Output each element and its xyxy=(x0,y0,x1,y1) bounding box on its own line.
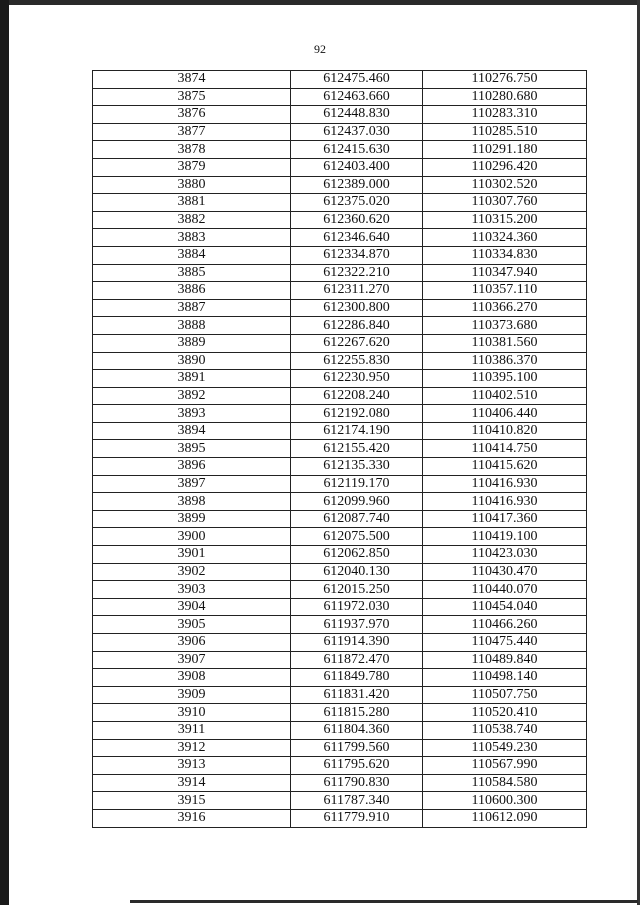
point-number-cell: 3912 xyxy=(93,739,291,757)
table-row xyxy=(93,598,587,616)
point-number-cell: 3895 xyxy=(93,440,291,458)
point-number-cell: 3883 xyxy=(93,229,291,247)
coordinates-table-body xyxy=(93,71,587,828)
x-coordinate-cell: 612267.620 xyxy=(291,334,423,352)
table-row xyxy=(93,634,587,652)
x-coordinate-cell: 611849.780 xyxy=(291,669,423,687)
y-coordinate-cell: 110454.040 xyxy=(423,598,587,616)
coordinates-table xyxy=(92,70,587,828)
table-row xyxy=(93,71,587,89)
x-coordinate-cell: 612360.620 xyxy=(291,211,423,229)
y-coordinate-cell: 110430.470 xyxy=(423,563,587,581)
y-coordinate-cell: 110291.180 xyxy=(423,141,587,159)
table-row xyxy=(93,299,587,317)
table-row xyxy=(93,510,587,528)
table-row xyxy=(93,282,587,300)
y-coordinate-cell: 110600.300 xyxy=(423,792,587,810)
table-row xyxy=(93,721,587,739)
y-coordinate-cell: 110414.750 xyxy=(423,440,587,458)
point-number-cell: 3910 xyxy=(93,704,291,722)
x-coordinate-cell: 612300.800 xyxy=(291,299,423,317)
x-coordinate-cell: 612099.960 xyxy=(291,493,423,511)
point-number-cell: 3877 xyxy=(93,123,291,141)
table-row xyxy=(93,387,587,405)
y-coordinate-cell: 110334.830 xyxy=(423,246,587,264)
x-coordinate-cell: 612075.500 xyxy=(291,528,423,546)
y-coordinate-cell: 110567.990 xyxy=(423,757,587,775)
point-number-cell: 3913 xyxy=(93,757,291,775)
point-number-cell: 3886 xyxy=(93,282,291,300)
x-coordinate-cell: 611790.830 xyxy=(291,774,423,792)
point-number-cell: 3908 xyxy=(93,669,291,687)
table-row xyxy=(93,211,587,229)
x-coordinate-cell: 611779.910 xyxy=(291,809,423,827)
table-row xyxy=(93,106,587,124)
y-coordinate-cell: 110416.930 xyxy=(423,493,587,511)
x-coordinate-cell: 612155.420 xyxy=(291,440,423,458)
point-number-cell: 3905 xyxy=(93,616,291,634)
y-coordinate-cell: 110406.440 xyxy=(423,405,587,423)
x-coordinate-cell: 612475.460 xyxy=(291,71,423,89)
x-coordinate-cell: 612015.250 xyxy=(291,581,423,599)
x-coordinate-cell: 612286.840 xyxy=(291,317,423,335)
point-number-cell: 3906 xyxy=(93,634,291,652)
x-coordinate-cell: 611804.360 xyxy=(291,721,423,739)
y-coordinate-cell: 110466.260 xyxy=(423,616,587,634)
x-coordinate-cell: 612311.270 xyxy=(291,282,423,300)
point-number-cell: 3892 xyxy=(93,387,291,405)
point-number-cell: 3903 xyxy=(93,581,291,599)
point-number-cell: 3911 xyxy=(93,721,291,739)
y-coordinate-cell: 110366.270 xyxy=(423,299,587,317)
x-coordinate-cell: 612346.640 xyxy=(291,229,423,247)
point-number-cell: 3907 xyxy=(93,651,291,669)
point-number-cell: 3879 xyxy=(93,158,291,176)
point-number-cell: 3897 xyxy=(93,475,291,493)
point-number-cell: 3890 xyxy=(93,352,291,370)
table-row xyxy=(93,546,587,564)
y-coordinate-cell: 110417.360 xyxy=(423,510,587,528)
y-coordinate-cell: 110538.740 xyxy=(423,721,587,739)
x-coordinate-cell: 611831.420 xyxy=(291,686,423,704)
table-row xyxy=(93,774,587,792)
x-coordinate-cell: 612230.950 xyxy=(291,370,423,388)
y-coordinate-cell: 110440.070 xyxy=(423,581,587,599)
point-number-cell: 3914 xyxy=(93,774,291,792)
point-number-cell: 3893 xyxy=(93,405,291,423)
table-row xyxy=(93,405,587,423)
x-coordinate-cell: 612040.130 xyxy=(291,563,423,581)
y-coordinate-cell: 110584.580 xyxy=(423,774,587,792)
table-row xyxy=(93,422,587,440)
table-row xyxy=(93,88,587,106)
table-row xyxy=(93,246,587,264)
y-coordinate-cell: 110276.750 xyxy=(423,71,587,89)
y-coordinate-cell: 110410.820 xyxy=(423,422,587,440)
x-coordinate-cell: 611799.560 xyxy=(291,739,423,757)
scan-border-bottom xyxy=(130,900,638,903)
x-coordinate-cell: 611787.340 xyxy=(291,792,423,810)
table-row xyxy=(93,141,587,159)
point-number-cell: 3894 xyxy=(93,422,291,440)
table-row xyxy=(93,757,587,775)
table-row xyxy=(93,229,587,247)
y-coordinate-cell: 110307.760 xyxy=(423,194,587,212)
table-row xyxy=(93,792,587,810)
y-coordinate-cell: 110296.420 xyxy=(423,158,587,176)
x-coordinate-cell: 612062.850 xyxy=(291,546,423,564)
y-coordinate-cell: 110280.680 xyxy=(423,88,587,106)
table-row xyxy=(93,458,587,476)
table-row xyxy=(93,317,587,335)
table-row xyxy=(93,739,587,757)
x-coordinate-cell: 612322.210 xyxy=(291,264,423,282)
table-row xyxy=(93,493,587,511)
y-coordinate-cell: 110419.100 xyxy=(423,528,587,546)
point-number-cell: 3909 xyxy=(93,686,291,704)
x-coordinate-cell: 612192.080 xyxy=(291,405,423,423)
point-number-cell: 3915 xyxy=(93,792,291,810)
scan-border-top xyxy=(0,0,640,5)
y-coordinate-cell: 110285.510 xyxy=(423,123,587,141)
x-coordinate-cell: 611972.030 xyxy=(291,598,423,616)
x-coordinate-cell: 612255.830 xyxy=(291,352,423,370)
point-number-cell: 3916 xyxy=(93,809,291,827)
table-row xyxy=(93,123,587,141)
table-row xyxy=(93,370,587,388)
table-row xyxy=(93,440,587,458)
x-coordinate-cell: 611872.470 xyxy=(291,651,423,669)
y-coordinate-cell: 110416.930 xyxy=(423,475,587,493)
x-coordinate-cell: 612135.330 xyxy=(291,458,423,476)
y-coordinate-cell: 110395.100 xyxy=(423,370,587,388)
table-row xyxy=(93,704,587,722)
x-coordinate-cell: 612087.740 xyxy=(291,510,423,528)
x-coordinate-cell: 612375.020 xyxy=(291,194,423,212)
table-row xyxy=(93,264,587,282)
table-row xyxy=(93,158,587,176)
x-coordinate-cell: 612119.170 xyxy=(291,475,423,493)
y-coordinate-cell: 110315.200 xyxy=(423,211,587,229)
y-coordinate-cell: 110302.520 xyxy=(423,176,587,194)
table-row xyxy=(93,334,587,352)
point-number-cell: 3902 xyxy=(93,563,291,581)
point-number-cell: 3875 xyxy=(93,88,291,106)
point-number-cell: 3896 xyxy=(93,458,291,476)
table-row xyxy=(93,563,587,581)
point-number-cell: 3887 xyxy=(93,299,291,317)
point-number-cell: 3891 xyxy=(93,370,291,388)
x-coordinate-cell: 612403.400 xyxy=(291,158,423,176)
x-coordinate-cell: 612448.830 xyxy=(291,106,423,124)
point-number-cell: 3904 xyxy=(93,598,291,616)
x-coordinate-cell: 612334.870 xyxy=(291,246,423,264)
point-number-cell: 3901 xyxy=(93,546,291,564)
x-coordinate-cell: 611937.970 xyxy=(291,616,423,634)
y-coordinate-cell: 110283.310 xyxy=(423,106,587,124)
table-row xyxy=(93,352,587,370)
point-number-cell: 3900 xyxy=(93,528,291,546)
y-coordinate-cell: 110498.140 xyxy=(423,669,587,687)
table-row xyxy=(93,809,587,827)
x-coordinate-cell: 611795.620 xyxy=(291,757,423,775)
point-number-cell: 3899 xyxy=(93,510,291,528)
page-number: 92 xyxy=(314,42,326,56)
table-row xyxy=(93,528,587,546)
point-number-cell: 3882 xyxy=(93,211,291,229)
x-coordinate-cell: 612437.030 xyxy=(291,123,423,141)
point-number-cell: 3880 xyxy=(93,176,291,194)
y-coordinate-cell: 110415.620 xyxy=(423,458,587,476)
y-coordinate-cell: 110489.840 xyxy=(423,651,587,669)
point-number-cell: 3889 xyxy=(93,334,291,352)
table-row xyxy=(93,194,587,212)
point-number-cell: 3881 xyxy=(93,194,291,212)
y-coordinate-cell: 110373.680 xyxy=(423,317,587,335)
table-row xyxy=(93,475,587,493)
y-coordinate-cell: 110381.560 xyxy=(423,334,587,352)
x-coordinate-cell: 612208.240 xyxy=(291,387,423,405)
x-coordinate-cell: 612463.660 xyxy=(291,88,423,106)
x-coordinate-cell: 611914.390 xyxy=(291,634,423,652)
y-coordinate-cell: 110347.940 xyxy=(423,264,587,282)
y-coordinate-cell: 110507.750 xyxy=(423,686,587,704)
y-coordinate-cell: 110402.510 xyxy=(423,387,587,405)
point-number-cell: 3874 xyxy=(93,71,291,89)
point-number-cell: 3884 xyxy=(93,246,291,264)
point-number-cell: 3885 xyxy=(93,264,291,282)
table-row xyxy=(93,176,587,194)
y-coordinate-cell: 110423.030 xyxy=(423,546,587,564)
x-coordinate-cell: 612174.190 xyxy=(291,422,423,440)
table-row xyxy=(93,686,587,704)
table-row xyxy=(93,581,587,599)
y-coordinate-cell: 110324.360 xyxy=(423,229,587,247)
scan-border-left xyxy=(0,0,9,905)
y-coordinate-cell: 110386.370 xyxy=(423,352,587,370)
table-row xyxy=(93,651,587,669)
table-row xyxy=(93,616,587,634)
point-number-cell: 3888 xyxy=(93,317,291,335)
point-number-cell: 3898 xyxy=(93,493,291,511)
y-coordinate-cell: 110357.110 xyxy=(423,282,587,300)
x-coordinate-cell: 612389.000 xyxy=(291,176,423,194)
y-coordinate-cell: 110612.090 xyxy=(423,809,587,827)
x-coordinate-cell: 612415.630 xyxy=(291,141,423,159)
y-coordinate-cell: 110549.230 xyxy=(423,739,587,757)
x-coordinate-cell: 611815.280 xyxy=(291,704,423,722)
point-number-cell: 3876 xyxy=(93,106,291,124)
y-coordinate-cell: 110475.440 xyxy=(423,634,587,652)
table-row xyxy=(93,669,587,687)
y-coordinate-cell: 110520.410 xyxy=(423,704,587,722)
point-number-cell: 3878 xyxy=(93,141,291,159)
